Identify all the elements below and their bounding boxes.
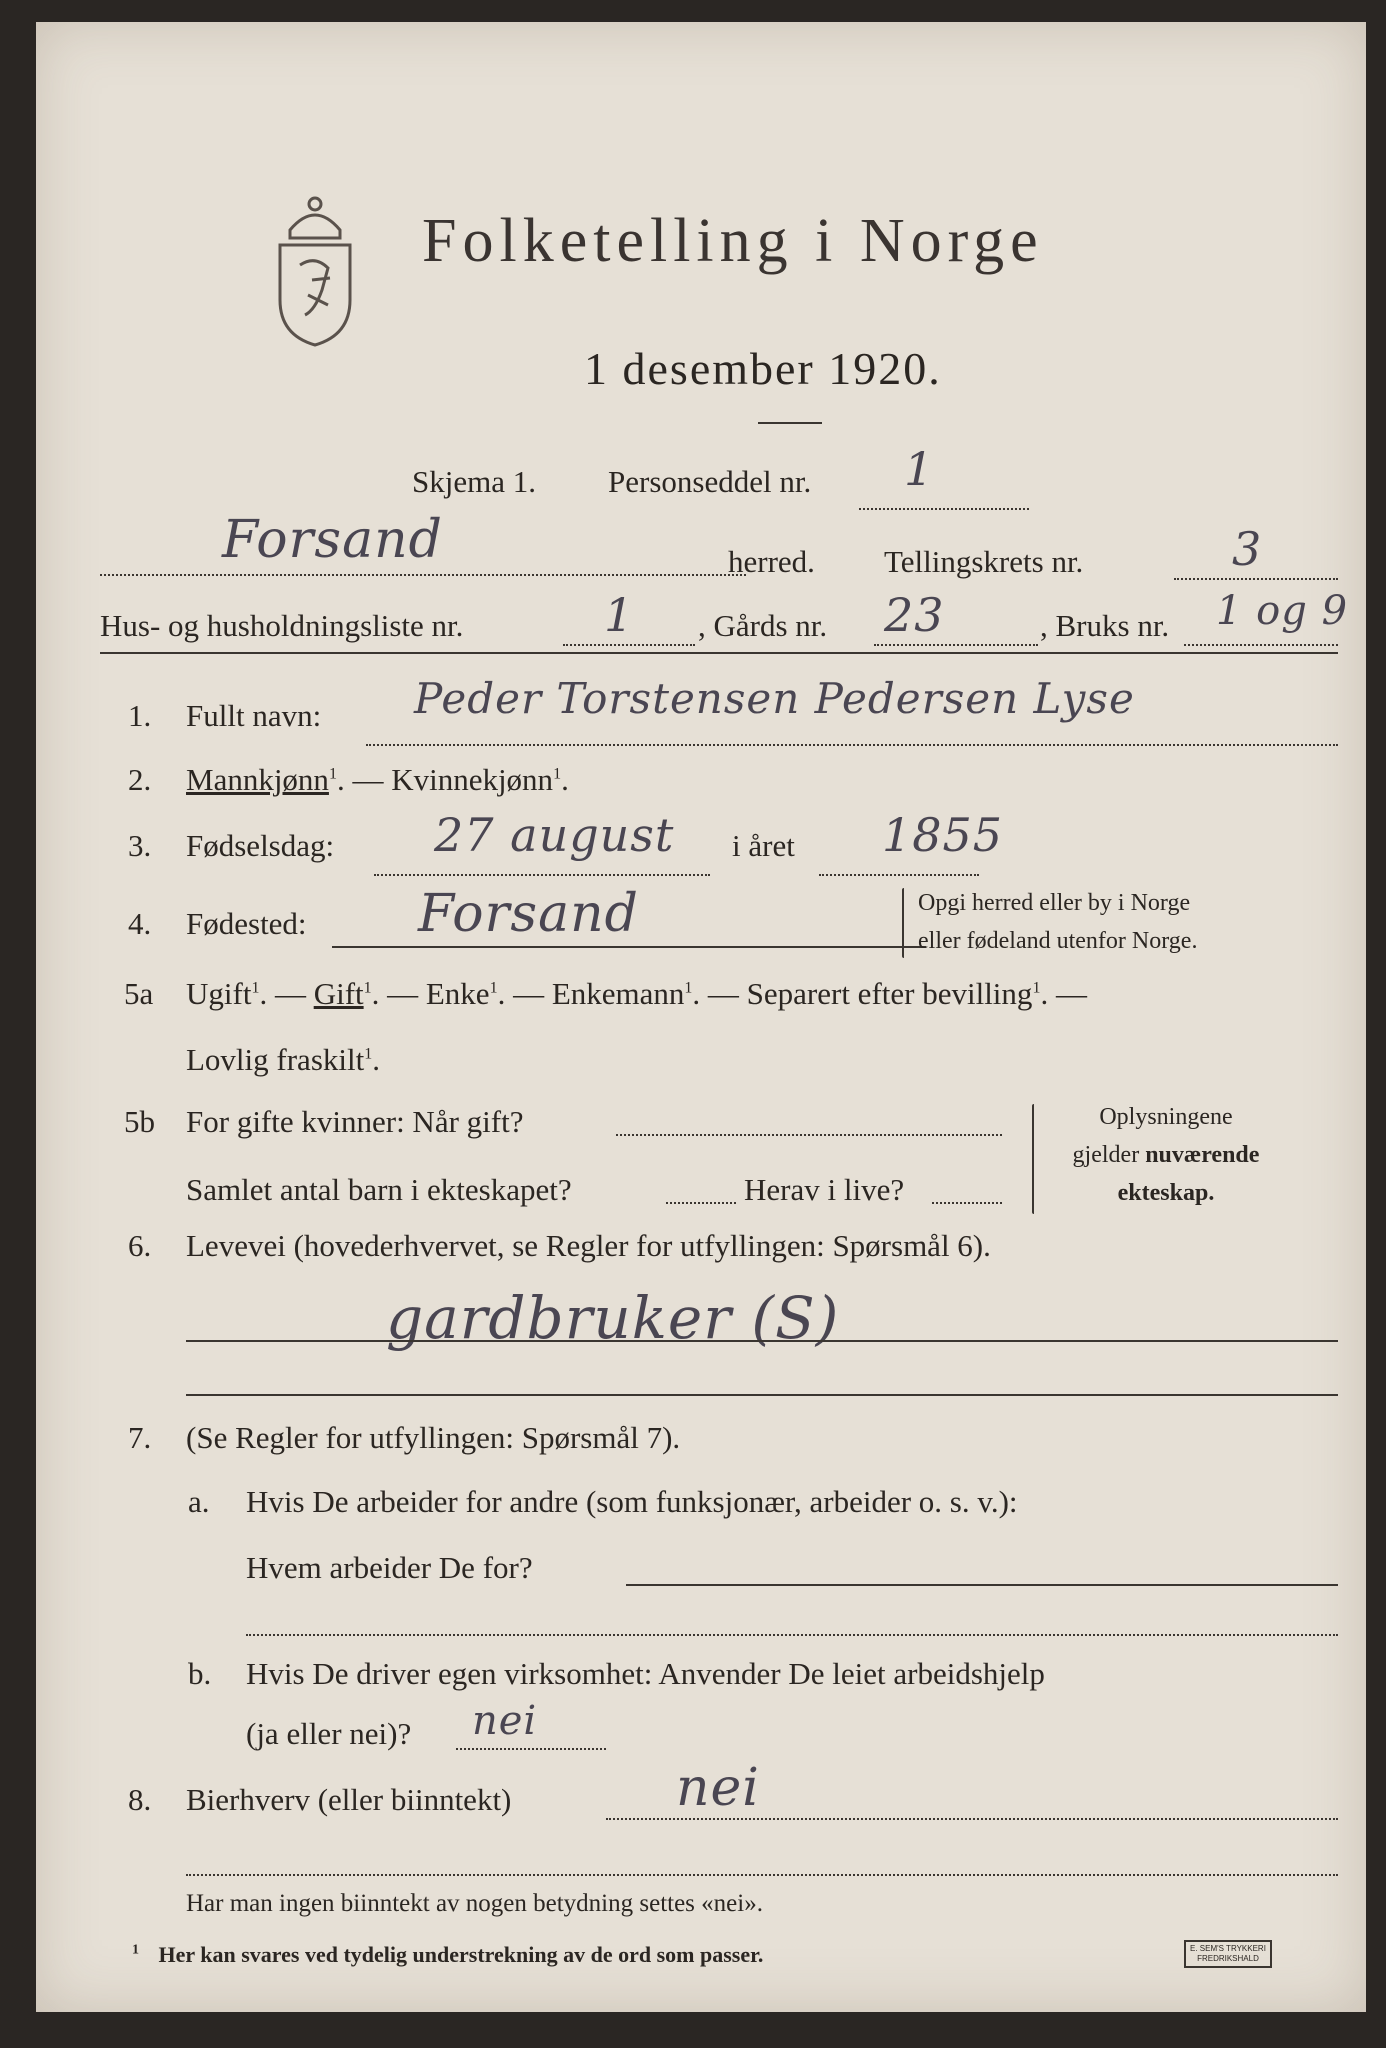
birthplace-brace — [902, 888, 904, 958]
side-income-value: nei — [676, 1758, 760, 1818]
personseddel-line — [859, 508, 1029, 510]
title-divider — [758, 422, 822, 424]
divorced-end: . — [372, 1042, 380, 1077]
q3-label: Fødselsdag: — [186, 828, 335, 863]
footnote — [132, 1942, 763, 1968]
marriage-note-line1: Oplysningene — [1099, 1104, 1233, 1130]
herred-value: Forsand — [222, 510, 443, 570]
marriage-note-line2a: gjelder — [1072, 1142, 1146, 1168]
herred-line — [100, 574, 746, 576]
q5b-label: For gifte kvinner: Når gift? — [186, 1104, 524, 1139]
marriage-note-line2b: nuværende — [1145, 1142, 1260, 1168]
occupation-value: gardbruker (S) — [386, 1284, 840, 1352]
sex-separator: . — — [336, 762, 392, 797]
q5b-number: 5b — [124, 1104, 155, 1139]
footnote-number: 1 — [132, 1942, 139, 1958]
hus-label: Hus- og husholdningsliste nr. — [100, 608, 464, 643]
footnote-marker: 1 — [251, 979, 260, 997]
footnote-marker: 1 — [553, 765, 562, 783]
printer-stamp-line1: E. SEM'S TRYKKERI — [1190, 1944, 1266, 1953]
bruks-value: 1 og 9 — [1216, 588, 1349, 634]
marriage-note-line2 — [1046, 1136, 1286, 1174]
gards-value: 23 — [884, 588, 945, 642]
dash-1: . — — [259, 976, 314, 1011]
q4-number: 4. — [128, 906, 152, 941]
q6-label: Levevei (hovederhvervet, se Regler for utfyllingen: Spørsmål 6). — [186, 1228, 991, 1263]
marriage-date-line — [616, 1134, 1002, 1136]
footnote-marker: 1 — [364, 1045, 373, 1063]
census-form — [36, 22, 1366, 2012]
hired-help-line — [456, 1748, 606, 1750]
q7-label: (Se Regler for utfyllingen: Spørsmål 7). — [186, 1420, 681, 1455]
footnote-marker: 1 — [328, 765, 337, 783]
birthday-value: 27 august — [434, 808, 675, 862]
male-option: Mannkjønn — [186, 762, 329, 797]
tellingskrets-label: Tellingskrets nr. — [884, 544, 1084, 579]
birthplace-note-line2: eller fødeland utenfor Norge. — [918, 928, 1198, 954]
schema-label: Skjema 1. — [412, 464, 536, 499]
birthplace-line — [332, 946, 926, 948]
widow-option: . — Enke — [371, 976, 490, 1011]
tellingskrets-value: 3 — [1232, 522, 1263, 576]
printer-stamp-line2: FREDRIKSHALD — [1197, 1954, 1259, 1963]
hus-value: 1 — [604, 588, 635, 642]
marriage-note — [1046, 1098, 1286, 1212]
married-option: Gift — [313, 976, 364, 1011]
occupation-line-2 — [186, 1394, 1338, 1396]
sex-end: . — [561, 762, 569, 797]
side-income-line-1 — [606, 1818, 1338, 1820]
footnote-marker: 1 — [684, 979, 693, 997]
form-title: Folketelling i Norge — [422, 207, 1044, 275]
employer-line-2 — [246, 1634, 1338, 1636]
printer-stamp — [1184, 1940, 1272, 1968]
q7a-line1: Hvis De arbeider for andre (som funksjonær, arbeider o. s. v.): — [246, 1484, 1018, 1519]
marriage-note-line3: ekteskap. — [1117, 1180, 1215, 1206]
separated-option: . — Separert efter bevilling — [692, 976, 1033, 1011]
birth-year-label: i året — [732, 828, 795, 863]
employer-line-1 — [626, 1584, 1338, 1586]
q8-label: Bierhverv (eller biinntekt) — [186, 1782, 512, 1817]
birth-year-line — [819, 874, 979, 876]
sex-options — [186, 762, 569, 798]
coat-of-arms-icon — [260, 190, 370, 350]
full-name-line — [366, 744, 1338, 746]
birthplace-value: Forsand — [418, 884, 639, 944]
q1-number: 1. — [128, 698, 152, 733]
tellingskrets-line — [1174, 578, 1338, 580]
q7a-line2: Hvem arbeider De for? — [246, 1550, 533, 1585]
birth-year-value: 1855 — [882, 808, 1004, 862]
bruks-line — [1184, 644, 1338, 646]
q6-number: 6. — [128, 1228, 152, 1263]
widower-option: . — Enkemann — [497, 976, 685, 1011]
personseddel-value: 1 — [904, 442, 935, 496]
nei-note: Har man ingen biinntekt av nogen betydning settes «nei». — [186, 1890, 763, 1917]
divorced-option — [186, 1042, 380, 1078]
personseddel-label: Personseddel nr. — [608, 464, 812, 499]
occupation-line-1 — [186, 1340, 1338, 1342]
children-line — [666, 1202, 736, 1204]
children-label: Samlet antal barn i ekteskapet? — [186, 1172, 572, 1207]
q7a-letter: a. — [188, 1484, 210, 1519]
female-option: Kvinnekjønn — [391, 762, 554, 797]
children-alive-line — [932, 1202, 1002, 1204]
q3-number: 3. — [128, 828, 152, 863]
footnote-marker: 1 — [1032, 979, 1041, 997]
birthplace-note — [918, 884, 1197, 960]
census-date: 1 desember 1920. — [584, 343, 942, 394]
q2-number: 2. — [128, 762, 152, 797]
herred-label: herred. — [728, 544, 815, 579]
q7-number: 7. — [128, 1420, 152, 1455]
gards-label: , Gårds nr. — [698, 608, 828, 643]
hired-help-value: nei — [472, 1698, 538, 1744]
footnote-marker: 1 — [489, 979, 498, 997]
marriage-brace — [1032, 1104, 1034, 1214]
hus-line — [563, 644, 695, 646]
footnote-text: Her kan svares ved tydelig understrekning av de ord som passer. — [158, 1942, 764, 1967]
header-rule — [100, 652, 1338, 654]
divorced-label: Lovlig fraskilt — [186, 1042, 365, 1077]
q7b-letter: b. — [188, 1656, 212, 1691]
children-alive-label: Herav i live? — [744, 1172, 905, 1207]
birthplace-note-line1: Opgi herred eller by i Norge — [918, 890, 1191, 916]
bruks-label: , Bruks nr. — [1040, 608, 1170, 643]
q5a-number: 5a — [124, 976, 154, 1011]
side-income-line-2 — [186, 1874, 1338, 1876]
full-name-value: Peder Torstensen Pedersen Lyse — [414, 674, 1135, 723]
q1-label: Fullt navn: — [186, 698, 322, 733]
q8-number: 8. — [128, 1782, 152, 1817]
footnote-marker: 1 — [363, 979, 372, 997]
q7b-line1: Hvis De driver egen virksomhet: Anvender De leiet arbeidshjelp — [246, 1656, 1045, 1691]
birthday-line — [374, 874, 710, 876]
q4-label: Fødested: — [186, 906, 307, 941]
marital-options — [186, 976, 1087, 1012]
dash-end: . — — [1040, 976, 1087, 1011]
q7b-line2: (ja eller nei)? — [246, 1716, 412, 1751]
gards-line — [874, 644, 1038, 646]
unmarried-option: Ugift — [186, 976, 252, 1011]
